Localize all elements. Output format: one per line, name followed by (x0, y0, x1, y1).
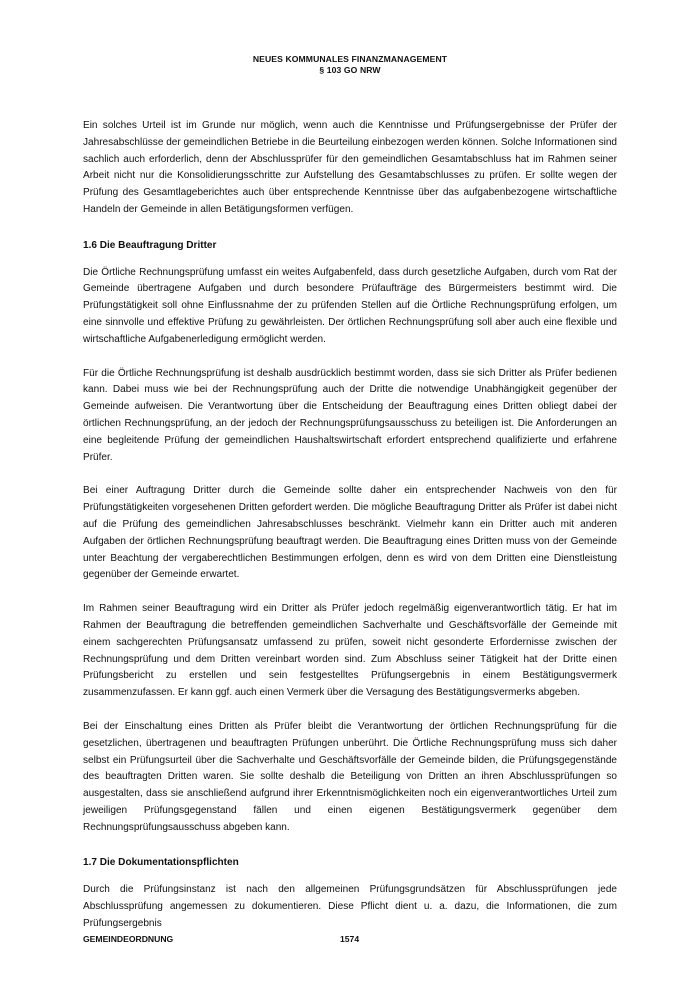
page-header (0, 54, 700, 76)
page-number: 1574 (340, 934, 360, 944)
intro-paragraph: Ein solches Urteil ist im Grunde nur möglich, wenn auch die Kenntnisse und Prüfungsergebnisse der Prüfer der Jahresabschlüsse der gemeindlichen Betriebe in die Beurteilung einbezogen werden können. Solche Informationen sind sachlich auch erforderlich, denn der Abschlussprüfer für den gemeindlichen Gesamtabschluss hat im Rahmen seiner Arbeit nicht nur die Konsolidierungsschritte zur Aufstellung des Gesamtabschlusses zu prüfen. Er sollte wegen der Prüfung des Gesamtlageberichtes auch über entsprechende Kenntnisse über das aufgabenbezogene wirtschaftliche Handeln der Gemeinde in allen Betätigungsformen verfügen. (83, 120, 617, 215)
section-1-6-paragraph-3: Bei einer Auftragung Dritter durch die Gemeinde sollte daher ein entsprechender Nachweis von den für Prüfungstätigkeiten vorgesehenen Dritten gefordert werden. Die mögliche Beauftragung Dritter als Prüfer ist dabei nicht auf die Prüfung des gemeindlichen Jahresabschlusses beschränkt. Vielmehr kann ein Dritter auch mit anderen Aufgaben der örtlichen Rechnungsprüfung beauftragt werden. Die Beauftragung eines Dritten muss von der Gemeinde unter Beachtung der vergaberechtlichen Bestimmungen erfolgen, denn es wird von dem Dritten eine Dienstleistung gegenüber der Gemeinde erwartet. (83, 485, 617, 581)
section-1-6-paragraph-1: Die Örtliche Rechnungsprüfung umfasst ein weites Aufgabenfeld, dass durch gesetzliche Aufgaben, durch vom Rat der Gemeinde übertragene Aufgaben und durch besondere Prüfaufträge des Bürgermeisters bestimmt wird. Die Prüfungstätigkeit soll ohne Einflussnahme der zu prüfenden Stellen auf die Örtliche Rechnungsprüfung erfolgen, um eine sinnvolle und effektive Prüfung zu gewährleisten. Der örtlichen Rechnungsprüfung soll aber auch eine flexible und wirtschaftliche Aufgabenerledigung ermöglicht werden. (83, 266, 617, 345)
section-1-6-paragraph-2: Für die Örtliche Rechnungsprüfung ist deshalb ausdrücklich bestimmt worden, dass sie sich Dritter als Prüfer bedienen kann. Dabei muss wie bei der Rechnungsprüfung auch der Dritte die notwendige Unabhängigkeit gegenüber der Gemeinde aufweisen. Die Verantwortung über die Entscheidung der Beauftragung eines Dritten obliegt dabei der örtlichen Rechnungsprüfung, an der jedoch der Rechnungsprüfungsausschuss zu beteiligen ist. Die Anforderungen an eine begleitende Prüfung der gemeindlichen Haushaltswirtschaft erfordert entsprechend qualifizierte und erfahrene Prüfer. (83, 367, 617, 463)
section-1-6-paragraph-4: Im Rahmen seiner Beauftragung wird ein Dritter als Prüfer jedoch regelmäßig eigenverantwortlich tätig. Er hat im Rahmen der Beauftragung die betreffenden gemeindlichen Sachverhalte und Geschäftsvorfälle der Gemeinde mit einem sachgerechten Prüfungsansatz umfassend zu prüfen, soweit nicht gesonderte Erfordernisse zwischen der Rechnungsprüfung und dem Dritten vereinbart worden sind. Zum Abschluss seiner Tätigkeit hat der Dritte einen Prüfungsbericht zu erstellen und sein festgestelltes Prüfungsergebnis in einem Bestätigungsvermerk zusammenzufassen. Er kann ggf. auch einen Vermerk über die Versagung des Bestätigungsvermerks abgeben. (83, 603, 617, 699)
section-1-6-paragraph-5: Bei der Einschaltung eines Dritten als Prüfer bleibt die Verantwortung der örtlichen Rechnungsprüfung für die gesetzlichen, übertragenen und beauftragten Prüfungen unberührt. Die Örtliche Rechnungsprüfung muss sich daher selbst ein Prüfungsurteil über die Sachverhalte und Geschäftsvorfälle der Gemeinde bilden, die Prüfungsgegenstände des beauftragten Dritten waren. Sie sollte deshalb die Beteiligung von Dritten an ihren Abschlussprüfungen so ausgestalten, dass sie anschließend aufgrund ihrer Erkenntnismöglichkeiten noch ein eigenverantwortliches Urteil zum jeweiligen Prüfungsgegenstand fällen und einen eigenen Bestätigungsvermerk gegenüber dem Rechnungsprüfungsausschuss abgeben kann. (83, 720, 617, 833)
footer-label: GEMEINDEORDNUNG (83, 934, 174, 944)
header-title: NEUES KOMMUNALES FINANZMANAGEMENT (252, 54, 448, 64)
section-1-7-paragraph-1: Durch die Prüfungsinstanz ist nach den allgemeinen Prüfungsgrundsätzen für Abschlussprüfungen jede Abschlussprüfung angemessen zu dokumentieren. Diese Pflicht dient u. a. dazu, die Informationen, die zum Prüfungsergebnis (83, 884, 617, 929)
section-heading-1-6: 1.6 Die Beauftragung Dritter (83, 239, 217, 251)
section-heading-1-7: 1.7 Die Dokumentationspflichten (83, 857, 239, 869)
header-subtitle: § 103 GO NRW (319, 65, 381, 75)
page-body (83, 118, 617, 933)
